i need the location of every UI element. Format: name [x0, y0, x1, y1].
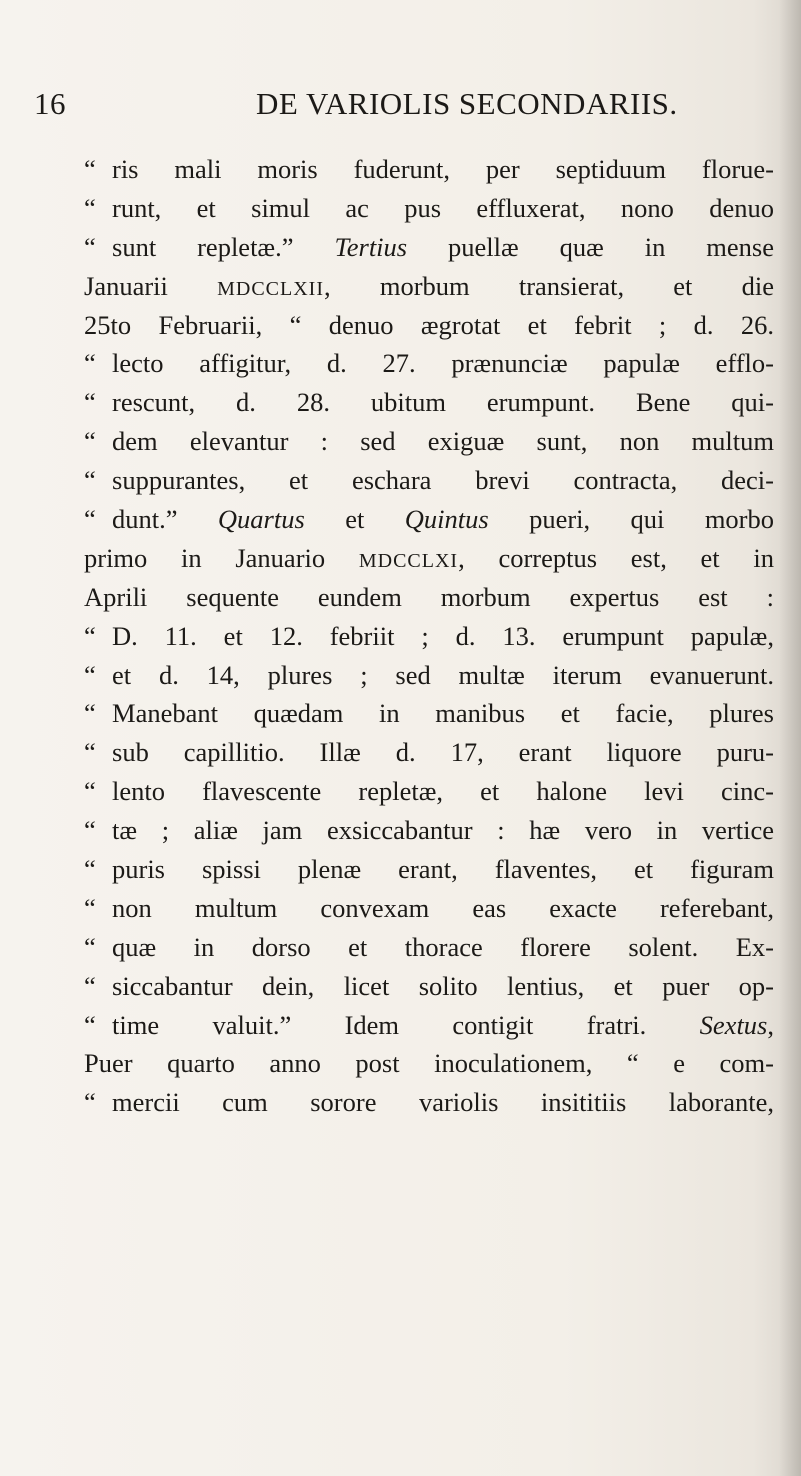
text-line: [84, 539, 774, 578]
quote-mark: “: [84, 1087, 96, 1118]
text-line: [84, 811, 774, 850]
text-segment: sub capillitio. Illæ d. 17, erant liquore puru-: [112, 737, 774, 768]
text-line: [84, 656, 774, 695]
text-line: [84, 694, 774, 733]
text-segment: , correptus est, et in: [458, 542, 774, 573]
running-head: [34, 86, 734, 126]
quote-mark: “: [84, 892, 96, 923]
text-line: [84, 150, 774, 189]
quote-mark: “: [84, 698, 96, 729]
page-edge-shadow: [779, 0, 801, 1476]
text-line: [84, 928, 774, 967]
quote-mark: “: [84, 504, 96, 535]
quote-mark: “: [84, 737, 96, 768]
quote-mark: “: [84, 970, 96, 1001]
text-segment: et d. 14, plures ; sed multæ iterum evanuerunt.: [112, 659, 774, 690]
running-title: DE VARIOLIS SECONDARIIS.: [256, 86, 678, 121]
text-segment: rescunt, d. 28. ubitum erumpunt. Bene qui-: [112, 387, 774, 418]
text-segment: non multum convexam eas exacte referebant,: [112, 892, 774, 923]
text-segment: suppurantes, et eschara brevi contracta, deci-: [112, 465, 774, 496]
text-line: [84, 733, 774, 772]
quote-mark: “: [84, 776, 96, 807]
text-segment: sunt repletæ.”: [112, 231, 335, 262]
text-segment: 25to Februarii, “ denuo ægrotat et febrit ; d. 26.: [84, 309, 774, 340]
text-segment: Januarii: [84, 270, 218, 301]
text-line: [84, 461, 774, 500]
text-segment: time valuit.” Idem contigit fratri.: [112, 1009, 700, 1040]
text-line: [84, 500, 774, 539]
text-segment: pueri, qui morbo: [488, 504, 774, 535]
quote-mark: “: [84, 231, 96, 262]
text-segment: dunt.”: [112, 504, 218, 535]
italic-text: Sextus: [699, 1009, 768, 1040]
quote-mark: “: [84, 192, 96, 223]
text-line: [84, 850, 774, 889]
text-line: [84, 1083, 774, 1122]
quote-mark: “: [84, 426, 96, 457]
text-segment: mercii cum sorore variolis insititiis laborante,: [112, 1087, 774, 1118]
text-segment: puris spissi plenæ erant, flaventes, et figuram: [112, 854, 774, 885]
text-segment: et: [304, 504, 405, 535]
text-line: [84, 267, 774, 306]
text-line: [84, 967, 774, 1006]
text-segment: , morbum transierat, et die: [324, 270, 774, 301]
text-line: [84, 1006, 774, 1045]
text-line: [84, 617, 774, 656]
text-line: [84, 578, 774, 617]
text-segment: tæ ; aliæ jam exsiccabantur : hæ vero in vertice: [112, 815, 774, 846]
text-segment: Manebant quædam in manibus et facie, plures: [112, 698, 774, 729]
text-segment: ,: [767, 1009, 774, 1040]
text-segment: Puer quarto anno post inoculationem, “ e com-: [84, 1048, 774, 1079]
text-line: [84, 306, 774, 345]
text-line: [84, 383, 774, 422]
text-line: [84, 889, 774, 928]
small-caps-text: MDCCLXII: [217, 277, 324, 300]
text-segment: quæ in dorso et thorace florere solent. Ex-: [112, 931, 774, 962]
text-line: [84, 422, 774, 461]
text-segment: D. 11. et 12. febriit ; d. 13. erumpunt papulæ,: [112, 620, 774, 651]
quote-mark: “: [84, 348, 96, 379]
quote-mark: “: [84, 815, 96, 846]
page-number: 16: [34, 86, 66, 121]
text-segment: dem elevantur : sed exiguæ sunt, non multum: [112, 426, 774, 457]
quote-mark: “: [84, 154, 96, 184]
body-text: [84, 150, 774, 1122]
italic-text: Tertius: [334, 231, 408, 262]
quote-mark: “: [84, 1009, 96, 1040]
text-segment: puellæ quæ in mense: [407, 231, 774, 262]
italic-text: Quintus: [404, 504, 489, 535]
text-segment: runt, et simul ac pus effluxerat, nono denuo: [112, 192, 774, 223]
quote-mark: “: [84, 854, 96, 885]
text-segment: primo in Januario: [84, 542, 359, 573]
small-caps-text: MDCCLXI: [358, 549, 459, 572]
text-segment: lecto affigitur, d. 27. prænunciæ papulæ efflo-: [112, 348, 774, 379]
quote-mark: “: [84, 659, 96, 690]
text-line: [84, 344, 774, 383]
quote-mark: “: [84, 620, 96, 651]
quote-mark: “: [84, 931, 96, 962]
text-line: [84, 189, 774, 228]
text-segment: lento flavescente repletæ, et halone levi cinc-: [112, 776, 774, 807]
text-line: [84, 772, 774, 811]
text-segment: ris mali moris fuderunt, per septiduum florue-: [112, 154, 774, 184]
quote-mark: “: [84, 465, 96, 496]
italic-text: Quartus: [217, 504, 305, 535]
text-line: [84, 1044, 774, 1083]
text-segment: siccabantur dein, licet solito lentius, et puer op-: [112, 970, 774, 1001]
quote-mark: “: [84, 387, 96, 418]
text-line: [84, 228, 774, 267]
text-segment: Aprili sequente eundem morbum expertus est :: [84, 581, 774, 612]
